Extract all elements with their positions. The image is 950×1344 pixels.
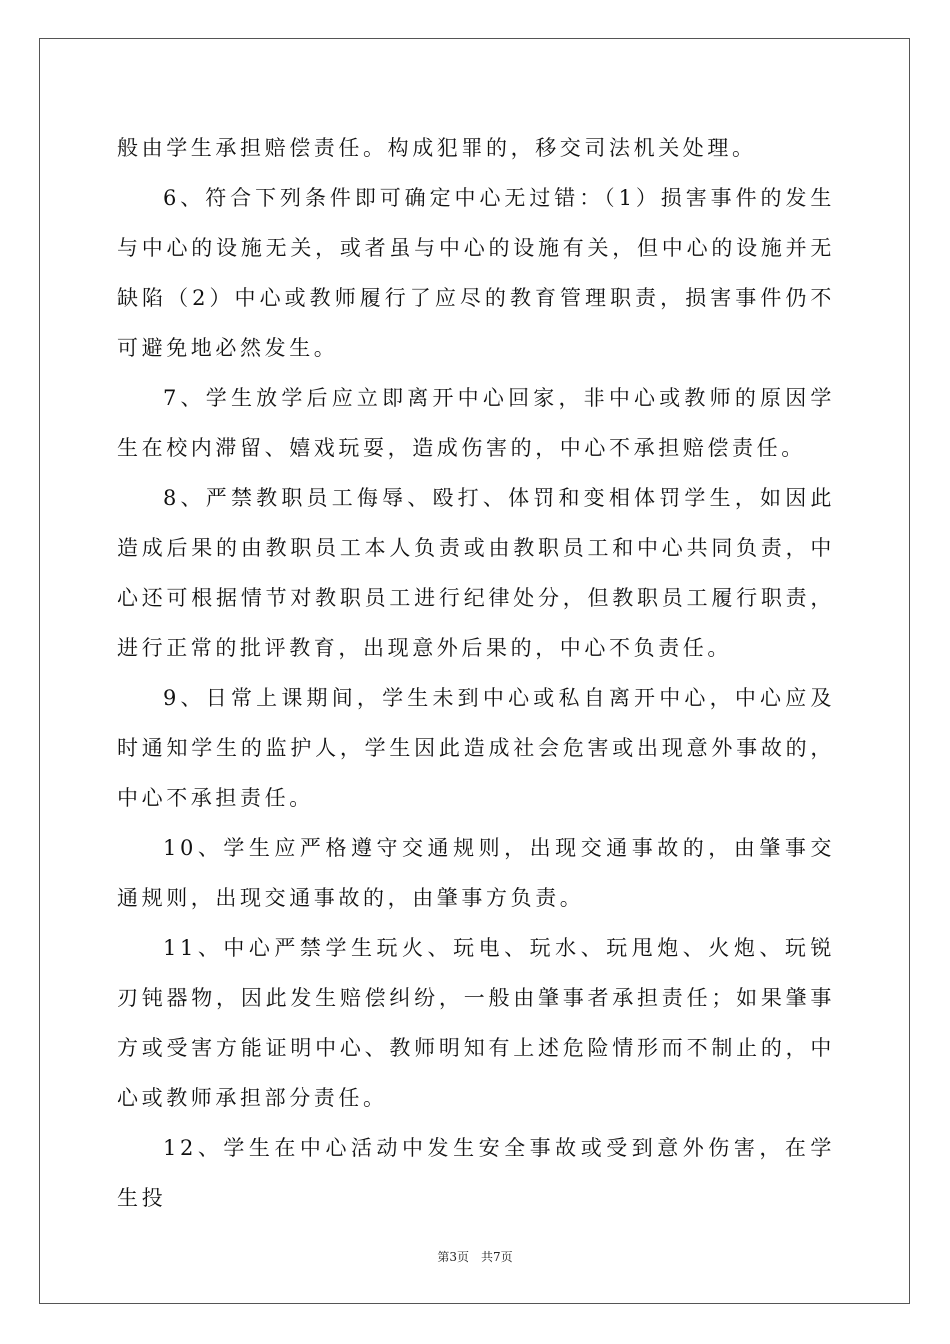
document-body (117, 123, 835, 1223)
paragraph-item-8: 8、严禁教职员工侮辱、殴打、体罚和变相体罚学生，如因此造成后果的由教职员工本人负责或由教职员工和中心共同负责，中心还可根据情节对教职员工进行纪律处分，但教职员工履行职责，进行正常的批评教育，出现意外后果的，中心不负责任。 (117, 486, 835, 660)
page-number-footer: 第3页 共7页 (437, 1250, 513, 1264)
paragraph-item-6: 6、符合下列条件即可确定中心无过错：（1）损害事件的发生与中心的设施无关，或者虽与中心的设施有关，但中心的设施并无缺陷（2）中心或教师履行了应尽的教育管理职责，损害事件仍不可避免地必然发生。 (117, 186, 835, 360)
paragraph-item-10: 10、学生应严格遵守交通规则，出现交通事故的，由肇事交通规则，出现交通事故的，由肇事方负责。 (117, 836, 835, 910)
paragraph-item-7: 7、学生放学后应立即离开中心回家，非中心或教师的原因学生在校内滞留、嬉戏玩耍，造成伤害的，中心不承担赔偿责任。 (117, 386, 835, 460)
paragraph-item-12: 12、学生在中心活动中发生安全事故或受到意外伤害，在学生投 (117, 1136, 835, 1210)
paragraph-item-9: 9、日常上课期间，学生未到中心或私自离开中心，中心应及时通知学生的监护人，学生因此造成社会危害或出现意外事故的，中心不承担责任。 (117, 686, 835, 810)
paragraph-item-11: 11、中心严禁学生玩火、玩电、玩水、玩甩炮、火炮、玩锐刃钝器物，因此发生赔偿纠纷，一般由肇事者承担责任；如果肇事方或受害方能证明中心、教师明知有上述危险情形而不制止的，中心或教师承担部分责任。 (117, 936, 835, 1110)
paragraph-1: 般由学生承担赔偿责任。构成犯罪的，移交司法机关处理。 (117, 136, 757, 160)
